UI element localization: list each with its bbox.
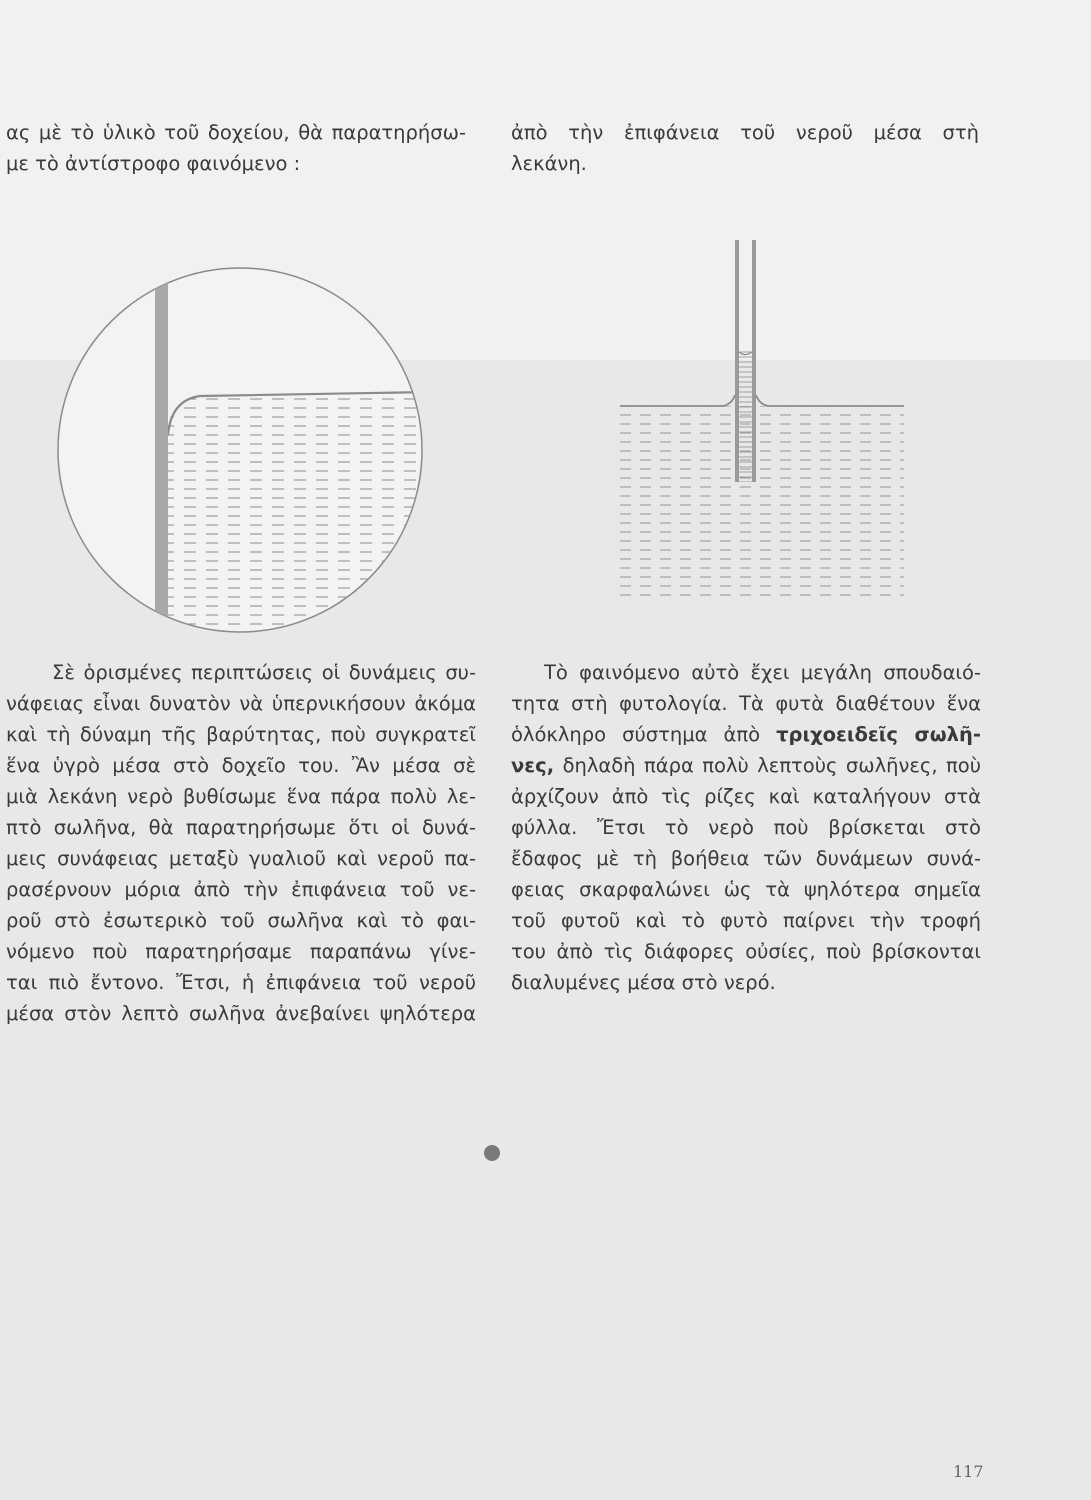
- text-line: λεκάνη.: [511, 152, 587, 175]
- text-line: μεις συνάφειας μεταξὺ γυαλιοῦ καὶ νεροῦ πα-: [6, 847, 476, 870]
- text-line: φύλλα. Ἔτσι τὸ νερὸ ποὺ βρίσκεται στὸ: [511, 816, 981, 839]
- top-left-paragraph: [6, 117, 466, 179]
- text-line: [511, 719, 981, 750]
- water-in-tube: [739, 350, 752, 482]
- text-run: δηλαδὴ πάρα πολὺ λεπτοὺς σωλῆνες, ποὺ: [554, 754, 981, 777]
- text-line: Τὸ φαινόμενο αὐτὸ ἔχει μεγάλη σπουδαιό-: [544, 661, 981, 684]
- text-line: φειας σκαρφαλώνει ὡς τὰ ψηλότερα σημεῖα: [511, 878, 981, 901]
- text-line: ἀρχίζουν ἀπὸ τὶς ρίζες καὶ καταλήγουν στὰ: [511, 785, 981, 808]
- meniscus-magnified-figure: [50, 260, 430, 640]
- text-line: μιὰ λεκάνη νερὸ βυθίσωμε ἕνα πάρα πολὺ λε-: [6, 785, 476, 808]
- text-line: του ἀπὸ τὶς διάφορες οὐσίες, ποὺ βρίσκονται: [511, 940, 981, 963]
- text-line: διαλυμένες μέσα στὸ νερό.: [511, 971, 776, 994]
- text-line: ται πιὸ ἔντονο. Ἔτσι, ἡ ἐπιφάνεια τοῦ νεροῦ: [6, 971, 476, 994]
- text-line: μέσα στὸν λεπτὸ σωλῆνα ἀνεβαίνει ψηλότερα: [6, 1002, 476, 1025]
- container-wall: [155, 260, 168, 640]
- capillary-tube-figure: [618, 240, 908, 600]
- tube-left-wall: [735, 240, 739, 482]
- text-line: ρασέρνουν μόρια ἀπὸ τὴν ἐπιφάνεια τοῦ νε-: [6, 878, 476, 901]
- text-line: τοῦ φυτοῦ καὶ τὸ φυτὸ παίρνει τὴν τροφή: [511, 909, 981, 932]
- text-line: τητα στὴ φυτολογία. Τὰ φυτὰ διαθέτουν ἕνα: [511, 692, 981, 715]
- water-body: [168, 392, 430, 640]
- bullet-dot-icon: [484, 1145, 500, 1161]
- text-line: ροῦ στὸ ἐσωτερικὸ τοῦ σωλῆνα καὶ τὸ φαι-: [6, 909, 476, 932]
- text-line: ἕνα ὑγρὸ μέσα στὸ δοχεῖο του. Ἂν μέσα σὲ: [6, 754, 476, 777]
- text-line: [511, 750, 981, 781]
- text-line: ἔδαφος μὲ τὴ βοήθεια τῶν δυνάμεων συνά-: [511, 847, 981, 870]
- text-line: Σὲ ὁρισμένες περιπτώσεις οἱ δυνάμεις συ-: [52, 661, 476, 684]
- text-run: ὁλόκληρο σύστημα ἀπὸ: [511, 723, 777, 746]
- top-right-paragraph: [511, 117, 979, 179]
- text-line: με τὸ ἀντίστροφο φαινόμενο :: [6, 152, 301, 175]
- key-term: νες,: [511, 754, 555, 777]
- text-line: καὶ τὴ δύναμη τῆς βαρύτητας, ποὺ συγκρατεῖ: [6, 723, 476, 746]
- page-number: 117: [953, 1462, 984, 1481]
- basin-water: [620, 406, 904, 596]
- text-line: νάφειας εἶναι δυνατὸν νὰ ὑπερνικήσουν ἀκόμα: [6, 692, 476, 715]
- text-line: ἀπὸ τὴν ἐπιφάνεια τοῦ νεροῦ μέσα στὴ: [511, 121, 979, 144]
- key-term: τριχοειδεῖς σωλῆ-: [776, 723, 981, 746]
- tube-right-wall: [752, 240, 756, 482]
- body-right-paragraph: [511, 657, 981, 998]
- text-line: πτὸ σωλῆνα, θὰ παρατηρήσωμε ὅτι οἱ δυνά-: [6, 816, 476, 839]
- body-left-paragraph: [6, 657, 476, 1029]
- text-line: ας μὲ τὸ ὑλικὸ τοῦ δοχείου, θὰ παρατηρήσω-: [6, 121, 466, 144]
- text-line: νόμενο ποὺ παρατηρήσαμε παραπάνω γίνε-: [6, 940, 476, 963]
- basin-water-surface: [620, 395, 904, 406]
